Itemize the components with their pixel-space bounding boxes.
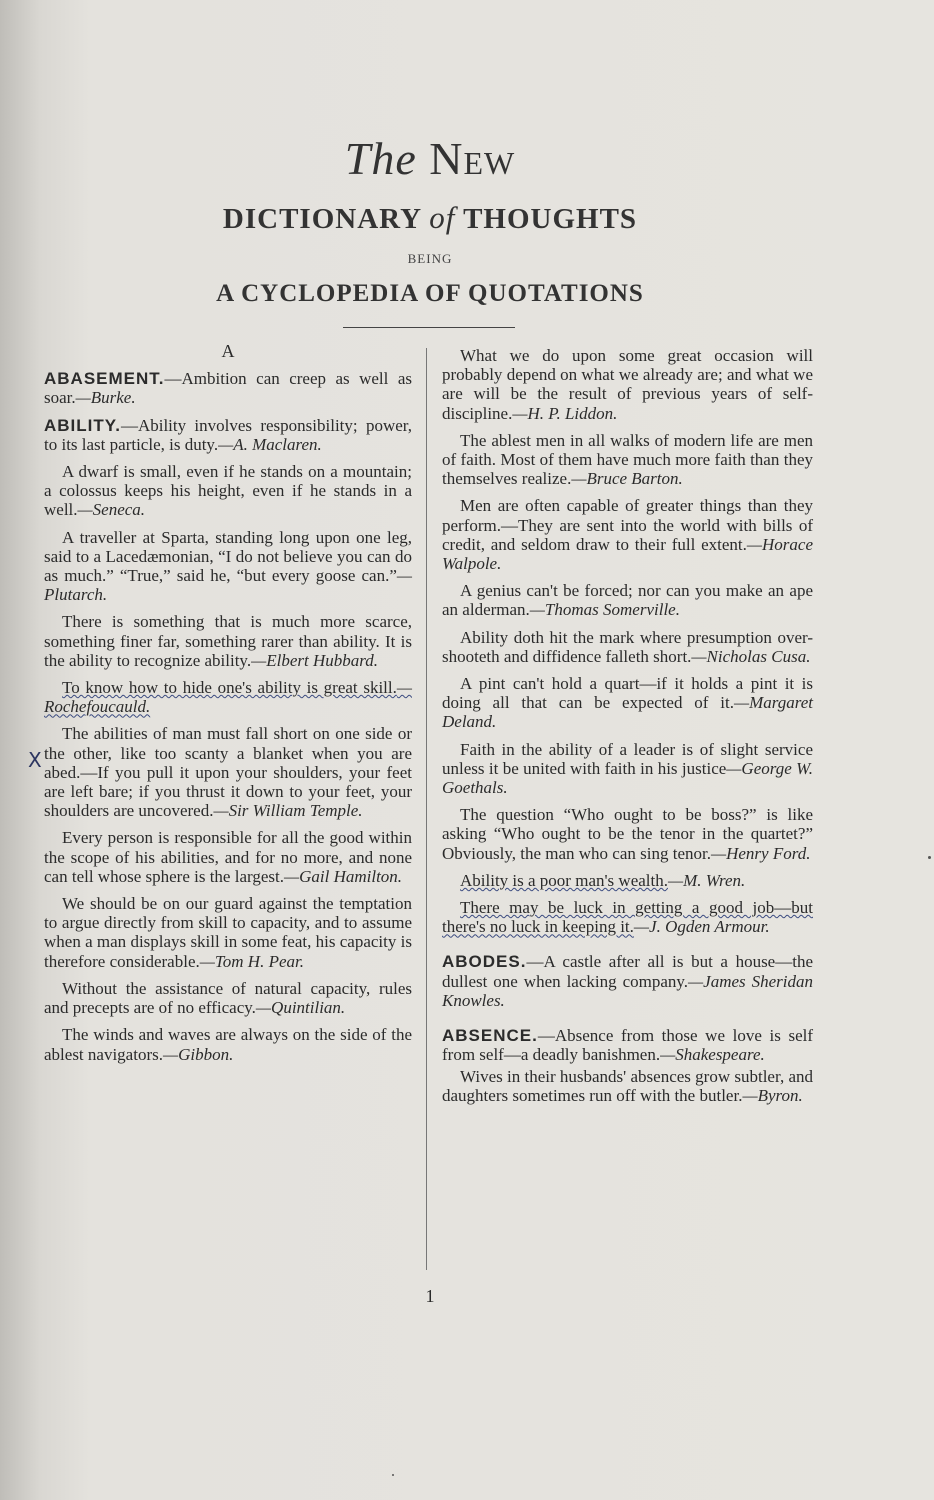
quote-sparta: [44, 528, 412, 605]
entry-text: —Ambition can creep as well as soar.: [44, 369, 412, 408]
quote-capable: [442, 496, 813, 573]
quote-text: Wives in their husbands' absences grow subtler, and daughters sometimes run off with the butler.: [442, 1066, 813, 1105]
quote-text: Ability doth hit the mark where presumption over-shooteth and diffidence falleth short.: [442, 627, 813, 666]
section-letter: A: [221, 341, 235, 361]
quote-source: —Elbert Hubbard.: [251, 650, 378, 670]
entry-abasement: [44, 369, 412, 407]
quote-text: We should be on our guard against the temptation to argue directly from skill to capacity, and to assume when a man displays skill in some feat, his capacity is therefore considerable.: [44, 894, 412, 971]
quote-source: —Plutarch.: [44, 566, 412, 605]
quote-source: —Margaret Deland.: [442, 693, 813, 732]
quote-source: —Rochefoucauld.: [44, 678, 412, 717]
right-column: [442, 346, 813, 1113]
quote-text: The question “Who ought to be boss?” is like asking “Who ought to be the tenor in the quartet?” Obviously, the man who can sing tenor.: [442, 805, 813, 863]
quote-text: Faith in the ability of a leader is of slight service unless it be united with faith in his justice: [442, 739, 813, 778]
title-being: BEING: [407, 251, 453, 266]
quote-source: —Nicholas Cusa.: [691, 646, 811, 666]
quote-source: —Byron.: [742, 1085, 803, 1105]
title-the: The: [344, 133, 417, 184]
entry-head: ABODES.: [442, 952, 527, 972]
quote-text: Without the assistance of natural capacity, rules and precepts are of no efficacy.: [44, 978, 412, 1018]
quote-pint: [442, 674, 813, 732]
entry-abodes: [442, 952, 813, 1010]
quote-text: The abilities of man must fall short on one side or the other, like too scanty a blanket when you are abed.—If you pull it upon your shoulders, your feet are left bare; if you thrust it down to your feet, your shoulders are uncovered.: [44, 724, 412, 821]
entry-head: ABILITY.: [44, 415, 121, 435]
quote-source: —Henry Ford.: [710, 843, 811, 863]
quote-source: —Tom H. Pear.: [199, 951, 304, 971]
paper-speck: [392, 1474, 394, 1476]
entry-text: —Ability involves responsibility; power, to its last particle, is duty.: [44, 415, 412, 454]
quote-without: [44, 979, 412, 1017]
entry-head: ABSENCE.: [442, 1026, 538, 1046]
quote-source: —H. P. Liddon.: [512, 403, 618, 423]
quote-text: The winds and waves are always on the side of the ablest navigators.: [44, 1025, 412, 1064]
title-new-word: New: [429, 133, 516, 184]
entry-absence: [442, 1026, 813, 1064]
quote-source: —Horace Walpole.: [442, 534, 813, 574]
quote-text: Every person is responsible for all the good within the scope of his abilities, and for no more, and none can tell whose sphere is the largest.: [44, 828, 412, 886]
quote-source: —Thomas Somerville.: [529, 600, 680, 620]
title-dictionary: DICTIONARY: [222, 203, 421, 235]
entry-source: —Shakespeare.: [660, 1045, 765, 1065]
title-dictionary-of-thoughts: [0, 200, 860, 236]
title-the-new: [0, 132, 860, 185]
column-divider: [426, 348, 427, 1270]
quote-source: —Seneca.: [77, 500, 146, 520]
quote-source: —George W. Goethals.: [442, 758, 813, 798]
quote-every: [44, 828, 412, 886]
quote-luck: [442, 898, 813, 936]
paper-speck: [928, 856, 931, 859]
handwritten-x-mark: X: [28, 748, 42, 772]
quote-text: There may be luck in getting a good job—but there's no luck in keeping it.: [442, 898, 813, 937]
quote-ablest: [442, 431, 813, 489]
quote-wives: [442, 1067, 813, 1105]
title-rule: [343, 327, 515, 328]
quote-presumption: [442, 628, 813, 666]
entry-text: —A castle after all is but a house—the dullest one when lacking company.: [442, 952, 813, 991]
title-thoughts: THOUGHTS: [463, 203, 638, 235]
quote-text: The ablest men in all walks of modern life are men of faith. Most of them have much more faith than they themselves realize.: [442, 430, 813, 489]
entry-source: —James Sheridan Knowles.: [442, 971, 813, 1010]
quote-faith: [442, 740, 813, 798]
quote-occasion: [442, 346, 813, 423]
entry-text: —Absence from those we love is self from self—a deadly banishmen.: [442, 1026, 813, 1065]
quote-hide: [44, 678, 412, 716]
quote-text: Ability is a poor man's wealth.: [460, 870, 668, 890]
quote-source: —Gail Hamilton.: [283, 866, 403, 886]
quote-text: There is something that is much more scarce, something finer far, something rarer than ability. It is the ability to recognize ability.: [44, 612, 412, 670]
quote-text: A pint can't hold a quart—if it holds a pint it is doing all that can be expected of it.: [442, 674, 813, 713]
left-column: [44, 338, 412, 1072]
entry-head: ABASEMENT.: [44, 369, 165, 389]
page-number: 1: [425, 1286, 435, 1306]
quote-source: —Sir William Temple.: [213, 801, 363, 821]
entry-source: —Burke.: [75, 388, 136, 408]
quote-text: A genius can't be forced; nor can you make an ape an alderman.: [442, 581, 813, 620]
quote-text: A dwarf is small, even if he stands on a mountain; a colossus keeps his height, even if he stands in a well.: [44, 462, 412, 520]
quote-winds: [44, 1025, 412, 1063]
subtitle: A CYCLOPEDIA OF QUOTATIONS: [216, 280, 644, 307]
quote-dwarf: [44, 462, 412, 520]
quote-text: To know how to hide one's ability is great skill.: [62, 678, 397, 698]
quote-boss: [442, 805, 813, 863]
quote-guard: [44, 894, 412, 971]
quote-source: —M. Wren.: [667, 870, 746, 890]
quote-source: —Quintilian.: [255, 998, 346, 1018]
quote-genius: [442, 581, 813, 619]
quote-text: Men are often capable of greater things than they perform.—They are sent into the world with bills of credit, and seldom draw to their full extent.: [442, 496, 813, 554]
quote-text: A traveller at Sparta, standing long upon one leg, said to a Lacedæmonian, “I do not believe you can do as much.” “True,” said he, “but every goose can.”: [44, 527, 412, 586]
quote-source: —J. Ogden Armour.: [633, 917, 770, 937]
quote-source: —Gibbon.: [162, 1044, 234, 1064]
quote-scarce: [44, 612, 412, 670]
quote-abilities: [44, 724, 412, 820]
quote-text: What we do upon some great occasion will probably depend on what we already are; and what we are will be the result of previous years of self-discipline.: [442, 346, 813, 423]
entry-ability: [44, 416, 412, 454]
quote-wealth: [442, 871, 813, 890]
quote-source: —Bruce Barton.: [571, 469, 683, 489]
entry-source: —A. Maclaren.: [218, 434, 322, 454]
title-of: of: [429, 200, 456, 235]
